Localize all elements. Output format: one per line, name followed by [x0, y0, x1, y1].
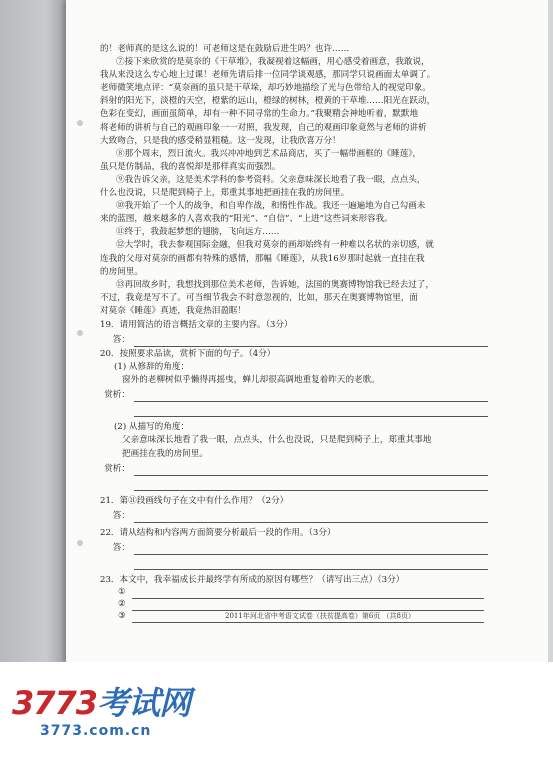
- answer-line-19[interactable]: 答：: [100, 332, 492, 347]
- answer-line-20-1b[interactable]: [100, 402, 492, 417]
- passage-line: 的房间里。: [100, 266, 143, 277]
- passage-line: 大致吻合，只是我的感受稍显粗糙。这一发现，让我欣喜万分！: [100, 135, 341, 146]
- passage-line: ⑪终于，我鼓起梦想的翅膀，飞向远方……: [116, 227, 280, 238]
- passage-line: 的！老师真的是这么说的！可老师这是在鼓励后进生吗？也许……: [100, 44, 350, 54]
- exam-text: [100, 43, 492, 623]
- scanner-edge: [0, 0, 66, 761]
- binding-hole: [77, 540, 83, 546]
- question-22: 22．请从结构和内容两方面简要分析最后一段的作用。（3分）: [100, 527, 336, 538]
- answer-line-20-2b[interactable]: [100, 476, 492, 491]
- q20-sub1-heading: (1) 从修辞的角度：: [114, 362, 190, 373]
- q20-sub2-heading: (2) 从描写的角度：: [114, 422, 190, 433]
- passage-line: 色彩在变幻，画面虽简单，却有一种不同寻常的生命力。”我聚精会神地听着，默默地: [100, 109, 419, 120]
- q20-sub1-quote: 窗外的老柳树似乎懒得再摇曳，蝉儿却很高调地重复着昨天的老歌。: [122, 375, 380, 386]
- passage-line: 将老师的讲析与自己的观画印象一一对照，我发现，自己的观画印象竟然与老师的讲析: [100, 122, 427, 133]
- question-20: 20．按照要求品读，赏析下面的句子。（4分）: [100, 349, 276, 360]
- passage-line: 老师微笑地点评：“莫奈画的虽只是干草垛，却巧妙地描绘了光与色带给人的视觉印象。: [100, 83, 431, 94]
- passage-line: ⑧那个周末，烈日流火。我兴冲冲地到艺术品商店，买了一幅带画框的《睡莲》，: [116, 148, 422, 159]
- site-logo: 3773考试网: [12, 684, 191, 722]
- binding-hole: [77, 120, 83, 126]
- passage-line: 我从来没这么专心地上过课！老师先请后排一位同学谈观感，那同学只说画面太单调了。: [100, 70, 436, 81]
- passage-line: 不过，我竟是写不了。可当细节我会不时意忽视的，比如，那天在奥赛博物馆里，面: [100, 292, 418, 303]
- passage-line: 连我的父母对莫奈的画都有特殊的感情，那幅《睡莲》，从我16岁那时起就一直挂在我: [100, 253, 425, 264]
- question-21: 21．第⑪段画线句子在文中有什么作用？（2分）: [100, 495, 289, 506]
- answer-line-23-3[interactable]: ③: [100, 611, 492, 623]
- passage-line: 对莫奈《睡莲》真迹，我竟热泪盈眶！: [100, 305, 247, 316]
- passage-line: ⑫大学时，我去参观国际金融，但我对莫奈的画却始终有一种难以名状的亲切感，就: [116, 240, 434, 251]
- passage-line: ⑦接下来欣赏的是莫奈的《干草堆》，我凝视着这幅画，用心感受着画意，我敢说，: [116, 57, 430, 68]
- reading-passage: [100, 43, 492, 318]
- passage-line: ⑩我开始了一个人的战争，和自卑作战，和惰性作战。我还一遍遍地为自己勾画未: [116, 201, 426, 212]
- question-19: 19．请用简洁的语言概括文章的主要内容。（3分）: [100, 319, 293, 330]
- passage-line: 来的蓝图，越来越多的人喜欢我的“阳光”、“自信”、“上进”这些词来形容我。: [100, 214, 393, 225]
- answer-line-23-1[interactable]: ①: [100, 587, 492, 599]
- answer-line-21[interactable]: 答：: [100, 508, 492, 523]
- question-23: 23．本文中，我幸福成长并最终学有所成的原因有哪些？（请写出三点）（3分）: [100, 574, 405, 585]
- passage-line: 什么也没说，只是爬到椅子上，郑重其事地把画挂在我的房间里。: [100, 188, 350, 199]
- passage-line: ⑨我告诉父亲，这是美术学科的参考资料。父亲意味深长地看了我一眼，点点头，: [116, 174, 426, 185]
- page-footer: 2011年河北省中考语文试卷（扶贫提高卷）第6页 （共8页）: [225, 612, 415, 620]
- answer-line-20-1[interactable]: 赏析：: [100, 387, 492, 402]
- passage-line: ⑬再回故乡时，我想找到那位美术老师，告诉她，法国的奥赛博物馆我已经去过了，: [116, 279, 434, 290]
- answer-line-20-2[interactable]: 赏析：: [100, 461, 492, 476]
- q20-sub2-quote-2: 把画挂在我的房间里。: [122, 448, 208, 459]
- q20-sub2-quote-1: 父亲意味深长地看了我一眼，点点头，什么也没说，只是爬到椅子上，郑重其事地: [122, 435, 432, 446]
- passage-line: 斜射的阳光下，淡橙的天空，橙紫的远山，橙绿的树林，橙黄的干草堆……阳光在跃动，: [100, 96, 436, 107]
- site-url: 3773.com.cn: [40, 723, 152, 739]
- passage-line: 虽只是仿制品，我的喜悦却是那样真实而强烈。: [100, 161, 281, 172]
- answer-line-22[interactable]: 答：: [100, 540, 492, 555]
- binding-hole: [77, 330, 83, 336]
- answer-line-22b[interactable]: [100, 555, 492, 570]
- answer-line-23-2[interactable]: ②: [100, 599, 492, 611]
